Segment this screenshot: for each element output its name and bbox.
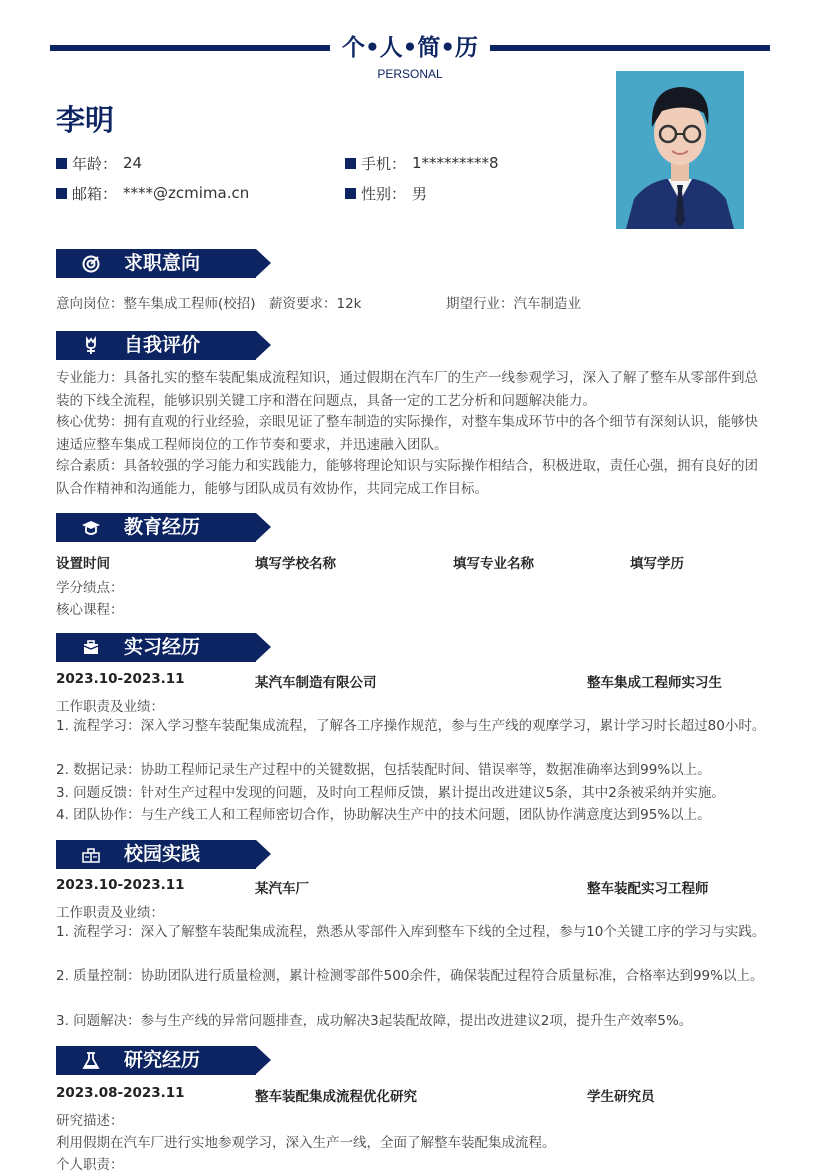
resume-title: 个•人•简•历 [341,35,479,61]
research-project: 整车装配集成流程优化研究 [255,1089,417,1105]
resume-title-row [50,33,770,63]
bullet-square-icon [56,158,67,169]
section-title: 校园实践 [124,843,201,865]
title-divider-left [50,45,330,51]
campus-period: 2023.10-2023.11 [56,877,185,893]
info-age [56,153,142,173]
internship-period: 2023.10-2023.11 [56,671,185,687]
title-divider-right [490,45,770,51]
intent-position: 意向岗位：整车集成工程师(校招) [56,296,256,312]
candidate-name: 李明 [56,103,115,137]
target-icon [81,254,101,274]
section-header-intent [56,249,271,278]
internship-company: 某汽车制造有限公司 [255,675,377,691]
education-major: 填写专业名称 [453,556,534,572]
self-eval-paragraph: 专业能力：具备扎实的整车装配集成流程知识，通过假期在汽车厂的生产一线参观学习，深入了解了整车从零部件到总装的下线全流程，能够识别关键工序和潜在问题点，具备一定的工艺分析和问题解决能力。 [56,370,758,409]
campus-item: 1. 流程学习：深入了解整车装配集成流程，熟悉从零部件入库到整车下线的全过程，参与10个关键工序的学习与实践。 [56,924,766,940]
research-role: 学生研究员 [587,1089,655,1105]
research-desc-label: 研究描述： [56,1113,124,1129]
resume-subtitle: PERSONAL [377,67,443,81]
section-header-education [56,513,271,542]
gender-value: 男 [412,184,428,203]
section-title: 研究经历 [124,1049,201,1071]
intent-industry: 期望行业：汽车制造业 [446,296,581,312]
age-value: 24 [123,154,143,172]
info-email [56,183,249,203]
person-portrait-icon [616,71,744,229]
research-desc: 利用假期在汽车厂进行实地参观学习，深入生产一线，全面了解整车装配集成流程。 [56,1135,556,1151]
campus-role: 整车装配实习工程师 [587,881,709,897]
campus-item: 2. 质量控制：协助团队进行质量检测，累计检测零部件500余件，确保装配过程符合质量标准，合格率达到99%以上。 [56,968,764,984]
phone-label: 手机： [361,154,407,173]
briefcase-icon [81,638,101,658]
bullet-square-icon [56,188,67,199]
bullet-square-icon [345,188,356,199]
campus-duty-label: 工作职责及业绩： [56,905,164,921]
education-school: 填写学校名称 [255,556,336,572]
internship-item: 3. 问题反馈：针对生产过程中发现的问题，及时向工程师反馈，累计提出改进建议5条，其中2条被采纳并实施。 [56,785,725,801]
research-duty-label: 个人职责： [56,1157,124,1173]
education-degree: 填写学历 [630,556,684,572]
graduation-cap-icon [81,518,101,538]
campus-org: 某汽车厂 [255,881,309,897]
internship-item: 4. 团队协作：与生产线工人和工程师密切合作，协助解决生产中的技术问题，团队协作满意度达到95%以上。 [56,807,711,823]
internship-item: 2. 数据记录：协助工程师记录生产过程中的关键数据，包括装配时间、错误率等，数据准确率达到99%以上。 [56,762,711,778]
info-phone [345,153,499,173]
internship-role: 整车集成工程师实习生 [587,675,722,691]
section-title: 自我评价 [124,334,201,356]
bullet-square-icon [345,158,356,169]
internship-duty-label: 工作职责及业绩： [56,699,164,715]
profile-photo [616,71,744,229]
self-eval-paragraph: 核心优势：拥有直观的行业经验，亲眼见证了整车制造的实际操作，对整车集成环节中的各个细节有深刻认识，能够快速适应整车集成工程师岗位的工作节奏和要求，并迅速融入团队。 [56,414,758,453]
section-header-campus [56,840,271,869]
campus-item: 3. 问题解决：参与生产线的异常问题排查，成功解决3起装配故障，提出改进建议2项，提升生产效率5%。 [56,1013,693,1029]
flower-icon [81,336,101,356]
section-header-self-eval [56,331,271,360]
section-title: 实习经历 [124,636,201,658]
section-header-research [56,1046,271,1075]
section-header-internship [56,633,271,662]
section-title: 求职意向 [124,252,201,274]
age-label: 年龄： [72,154,118,173]
info-gender [345,183,427,203]
education-courses-label: 核心课程： [56,602,124,618]
internship-item: 1. 流程学习：深入学习整车装配集成流程，了解各工序操作规范，参与生产线的观摩学习，累计学习时长超过80小时。 [56,718,766,734]
research-period: 2023.08-2023.11 [56,1085,185,1101]
intent-salary: 薪资要求：12k [269,296,362,312]
gender-label: 性别： [361,184,407,203]
self-eval-paragraph: 综合素质：具备较强的学习能力和实践能力，能够将理论知识与实际操作相结合，积极进取，责任心强，拥有良好的团队合作精神和沟通能力，能够与团队成员有效协作，共同完成工作目标。 [56,458,758,497]
section-title: 教育经历 [124,516,201,538]
education-gpa-label: 学分绩点： [56,580,124,596]
flask-icon [81,1051,101,1071]
education-time: 设置时间 [56,556,110,572]
phone-value: 1*********8 [412,154,499,172]
email-label: 邮箱： [72,184,118,203]
building-icon [81,845,101,865]
email-value: ****@zcmima.cn [123,184,250,202]
